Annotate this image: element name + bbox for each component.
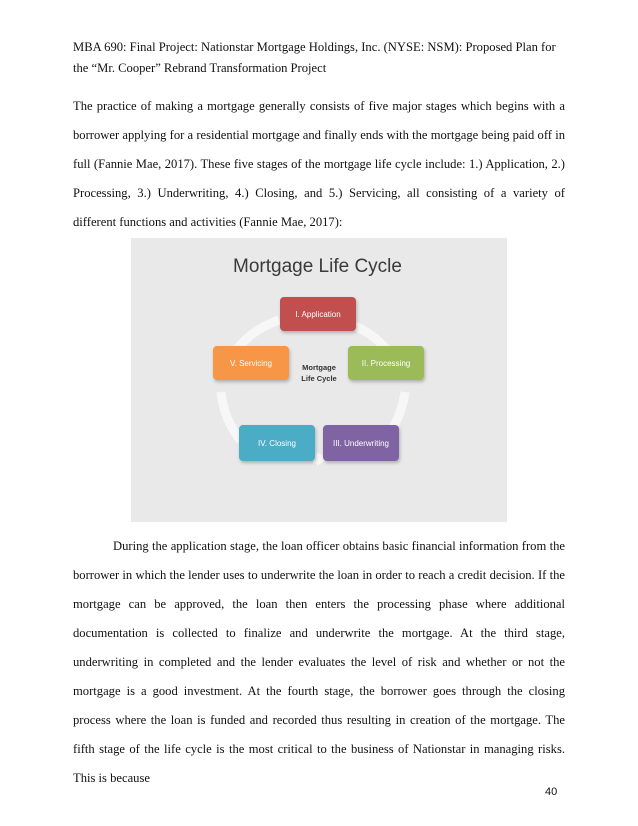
stage-underwriting-label: III. Underwriting [332,439,390,448]
mortgage-life-cycle-figure [131,238,507,522]
life-cycle-diagram [131,238,507,522]
running-header [73,37,573,79]
stage-underwriting [323,425,399,461]
stage-servicing-label: V. Servicing [230,359,272,368]
stage-closing-label: IV. Closing [258,439,296,448]
center-label-line-1: Mortgage [302,363,336,372]
header-line-1: MBA 690: Final Project: Nationstar Mortgage Holdings, Inc. (NYSE: NSM): Proposed Plan for [73,40,556,54]
stage-application [280,297,356,331]
figure-title: Mortgage Life Cycle [233,256,402,277]
body-paragraph: During the application stage, the loan officer obtains basic financial information from the borrower in which the lender uses to underwrite the loan in order to reach a credit decision. If the mortgage can be approved, the loan then enters the processing phase where additional documentation is collected to finalize and underwrite the mortgage. At the third stage, underwriting in completed and the lender evaluates the level of risk and whether or not the mortgage is a good investment. At the fourth stage, the borrower goes through the closing process where the loan is funded and recorded thus resulting in creation of the mortgage. The fifth stage of the life cycle is the most critical to the business of Nationstar in managing risks. This is because [73,539,565,785]
page-number: 40 [545,786,558,798]
center-label-line-2: Life Cycle [301,374,337,383]
header-line-2: the “Mr. Cooper” Rebrand Transformation Project [73,61,327,75]
stage-processing [348,346,424,380]
stage-servicing [213,346,289,380]
intro-paragraph: The practice of making a mortgage generally consists of five major stages which begins with a borrower applying for a residential mortgage and finally ends with the mortgage being paid off in full (Fannie Mae, 2017). These five stages of the mortgage life cycle include: 1.) Application, 2.) Processing, 3.) Underwriting, 4.) Closing, and 5.) Servicing, all consisting of a variety of different functions and activities (Fannie Mae, 2017): [73,99,565,229]
stage-application-label: I. Application [295,310,341,319]
stage-processing-label: II. Processing [361,359,411,368]
stage-closing [239,425,315,461]
ring-arc-4 [221,392,241,441]
